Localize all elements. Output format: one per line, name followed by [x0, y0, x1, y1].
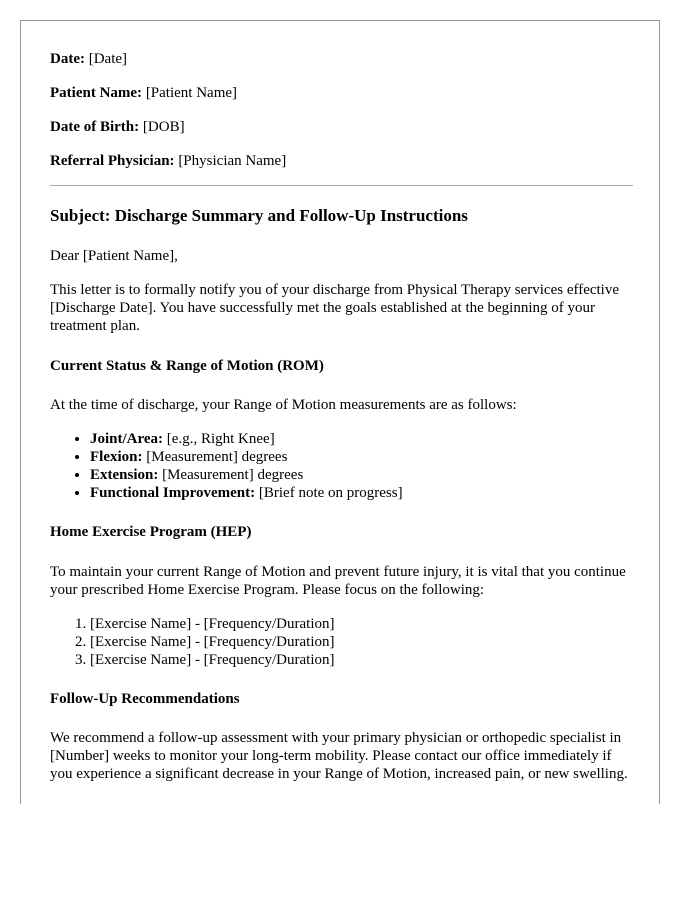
hep-heading: Home Exercise Program (HEP) — [50, 524, 252, 540]
rom-item-value: [Measurement] degrees — [146, 449, 288, 465]
rom-item-label: Extension: — [90, 467, 159, 483]
rom-list — [50, 430, 633, 502]
physician-value: [Physician Name] — [178, 153, 287, 169]
list-item — [90, 430, 633, 448]
dob-label: Date of Birth: — [50, 119, 140, 135]
rom-item-value: [e.g., Right Knee] — [166, 431, 275, 447]
letter-page — [20, 20, 660, 804]
letter-subject: Subject: Discharge Summary and Follow-Up Instructions — [50, 206, 468, 225]
rom-heading: Current Status & Range of Motion (ROM) — [50, 358, 324, 374]
rom-item-label: Functional Improvement: — [90, 485, 256, 501]
physician-label: Referral Physician: — [50, 153, 175, 169]
patient-name-label: Patient Name: — [50, 85, 143, 101]
list-item — [90, 448, 633, 466]
greeting: Dear [Patient Name], — [50, 248, 178, 264]
patient-name-line — [50, 84, 237, 102]
list-item — [90, 466, 633, 484]
list-item: 1. [Exercise Name] - [Frequency/Duration] — [90, 615, 633, 633]
followup-paragraph: We recommend a follow-up assessment with your primary physician or orthopedic specialist in [Number] weeks to monitor your long-term mobility. Please contact our office immediately if you experience a significant decrease in your Range of Motion, increased pain, or new swelling. — [50, 730, 628, 782]
rom-item-value: [Measurement] degrees — [162, 467, 304, 483]
list-item — [90, 484, 633, 502]
date-label: Date: — [50, 51, 85, 67]
hep-intro: To maintain your current Range of Motion and prevent future injury, it is vital that you continue your prescribed Home Exercise Program. Please focus on the following: — [50, 564, 626, 598]
header-divider — [50, 185, 633, 186]
date-line — [50, 50, 127, 68]
rom-item-label: Joint/Area: — [90, 431, 164, 447]
list-item: 2. [Exercise Name] - [Frequency/Duration] — [90, 633, 633, 651]
date-value: [Date] — [88, 51, 128, 67]
followup-heading: Follow-Up Recommendations — [50, 691, 240, 707]
dob-line — [50, 118, 185, 136]
rom-item-value: [Brief note on progress] — [258, 485, 403, 501]
rom-intro: At the time of discharge, your Range of Motion measurements are as follows: — [50, 397, 517, 413]
list-item: 3. [Exercise Name] - [Frequency/Duration] — [90, 651, 633, 669]
rom-item-label: Flexion: — [90, 449, 143, 465]
physician-line — [50, 152, 286, 170]
exercise-list — [50, 615, 633, 669]
patient-name-value: [Patient Name] — [145, 85, 238, 101]
intro-paragraph: This letter is to formally notify you of your discharge from Physical Therapy services effective [Discharge Date]. You have successfully met the goals established at the beginning of your treatment plan. — [50, 282, 620, 334]
dob-value: [DOB] — [142, 119, 185, 135]
